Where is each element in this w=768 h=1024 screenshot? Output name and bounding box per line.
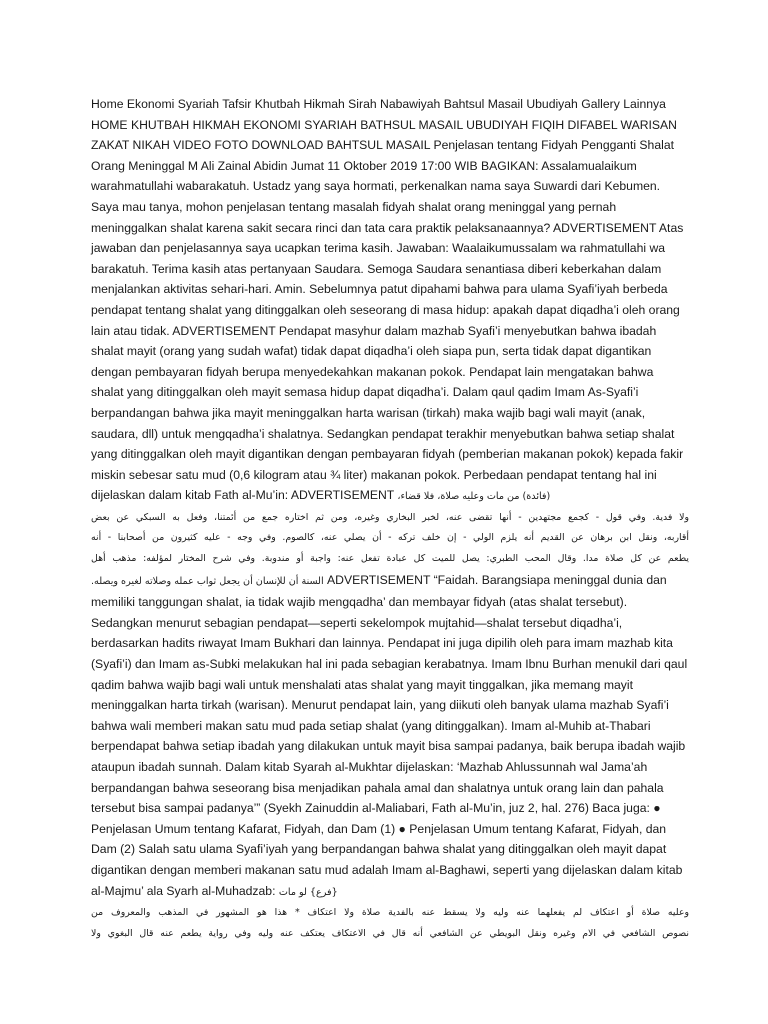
arabic-quote-line: يطعم عن كل صلاة مدا. وقال المحب الطبري: يصل للميت كل عبادة تفعل عنه: واجبة أو مندوبة. وفي شرح المختار لمؤلفه: مذهب أهل bbox=[91, 553, 689, 565]
paragraph-intro: Home Ekonomi Syariah Tafsir Khutbah Hikmah Sirah Nabawiyah Bahtsul Masail Ubudiyah Gallery Lainnya HOME KHUTBAH HIKMAH EKONOMI SYARIAH BATHSUL MASAIL UBUDIYAH FIQIH DIFABEL WARISAN ZAKAT NIKAH VIDEO FOTO DOWNLOAD BAHTSUL MASAIL Penjelasan tentang Fidyah Pengganti Shalat Orang Meninggal M Ali Zainal Abidin Jumat 11 Oktober 2019 17:00 WIB BAGIKAN: Assalamualaikum warahmatullahi wabarakatuh. Ustadz yang saya hormati, perkenalkan nama saya Suwardi dari Kebumen. Saya mau tanya, mohon penjelasan tentang masalah fidyah shalat orang meninggal yang pernah meninggalkan shalat karena sakit secara rinci dan tata cara praktik pelaksanaannya? ADVERTISEMENT Atas jawaban dan penjelasannya saya ucapkan terima kasih. Jawaban: Waalaikumussalam wa rahmatullahi wa barakatuh. Terima kasih atas pertanyaan Saudara. Semoga Saudara senantiasa diberi keberkahan dalam menjalankan aktivitas sehari-hari. Amin. Sebelumnya patut dipahami bahwa para ulama Syafi’iyah berbeda pendapat tentang shalat yang ditinggalkan oleh seseorang di masa hidup: apakah dapat diqadha’i oleh orang lain atau tidak. ADVERTISEMENT Pendapat masyhur dalam mazhab Syafi’i menyebutkan bahwa ibadah shalat mayit (orang yang sudah wafat) tidak dapat diqadha’i oleh siapa pun, serta tidak dapat digantikan dengan pembayaran fidyah berupa menyedekahkan makanan pokok. Pendapat lain mengatakan bahwa shalat yang ditinggalkan oleh mayit semasa hidup dapat diqadha’i. Dalam qaul qadim Imam As-Syafi’i berpandangan bahwa jika mayit meninggalkan harta warisan (tirkah) maka wajib bagi wali mayit (anak, saudara, dll) untuk mengqadha’i shalatnya. Sedangkan pendapat terakhir menyebutkan bahwa setiap shalat yang ditinggalkan oleh mayit digantikan dengan pembayaran fidyah (pemberian makanan pokok) kepada fakir miskin sebesar satu mud (0,6 kilogram atau ¾ liter) makanan pokok. Perbedaan pendapat tentang hal ini dijelaskan dalam kitab Fath al-Mu’in: ADVERTISEMENT bbox=[91, 97, 684, 503]
arabic-inline-quote: (فائدة) من مات وعليه صلاة، فلا قضاء، bbox=[397, 491, 551, 503]
arabic-quote-line: ولا فدية. وفي قول - كجمع مجتهدين - أنها تقضى عنه، لخبر البخاري وغيره، ومن ثم اختاره جمع من أئمتنا، وفعل به السبكي عن بعض bbox=[91, 511, 689, 523]
paragraph-translation: ADVERTISEMENT “Faidah. Barangsiapa meninggal dunia dan memiliki tanggungan shalat, ia tidak wajib mengqadha’ dan membayar fidyah (atas shalat tersebut). Sedangkan menurut sebagian pendapat—seperti sekelompok mujtahid—shalat tersebut diqadha’i, berdasarkan hadits riwayat Imam Bukhari dan lainnya. Pendapat ini juga dipilih oleh para imam mazhab kita (Syafi’i) dan Imam as-Subki melakukan hal ini pada sebagian kerabatnya. Imam Ibnu Burhan menukil dari qaul qadim bahwa wajib bagi wali untuk menshalati atas shalat yang mayit tinggalkan, jika memang mayit meninggalkan harta tirkah (warisan). Menurut pendapat lain, yang diikuti oleh banyak ulama mazhab Syafi’i bahwa wali memberi makan satu mud pada setiap shalat (yang ditinggalkan). Imam al-Muhib at-Thabari berpendapat bahwa setiap ibadah yang dilakukan untuk mayit bisa sampai padanya, baik berupa ibadah wajib ataupun ibadah sunnah. Dalam kitab Syarah al-Mukhtar dijelaskan: ‘Mazhab Ahlussunnah wal Jama’ah berpandangan bahwa seseorang bisa menjadikan pahala amal dan shalatnya untuk orang lain dan pahala tersebut bisa sampai padanya’” (Syekh Zainuddin al-Maliabari, Fath al-Mu’in, juz 2, hal. 276) Baca juga: ● Penjelasan Umum tentang Kafarat, Fidyah, dan Dam (1) ● Penjelasan Umum tentang Kafarat, Fidyah, dan Dam (2) Salah satu ulama Syafi’iyah yang berpandangan bahwa shalat yang ditinggalkan oleh mayit dapat digantikan dengan memberi makanan satu mud adalah Imam al-Baghawi, seperti yang dijelaskan dalam kitab al-Majmu’ ala Syarh al-Muhadzab: bbox=[91, 572, 688, 898]
arabic-quote-line: وعليه صلاة أو اعتكاف لم يفعلهما عنه وليه ولا يسقط عنه بالفدية صلاة ولا اعتكاف * هذا هو المشهور في المذهب والمعروف من bbox=[91, 907, 689, 919]
article-paragraph bbox=[91, 570, 689, 904]
article-paragraph bbox=[91, 94, 689, 508]
arabic-inline-quote: السنة أن للإنسان أن يجعل ثواب عمله وصلاته لغيره ويصله. bbox=[91, 575, 324, 587]
article-text bbox=[91, 94, 689, 944]
arabic-quote-line: أقاربه، ونقل ابن برهان عن القديم أنه يلزم الولي - إن خلف تركه - أن يصلي عنه، كالصوم. وفي وجه - عليه كثيرون من أصحابنا - أنه bbox=[91, 532, 689, 544]
arabic-quote-line: نصوص الشافعي في الام وغيره ونقل البويطي عن الشافعي أنه قال في الاعتكاف يعتكف عنه وليه وفي رواية يطعم عنه قال البغوي ولا bbox=[91, 927, 689, 939]
arabic-inline-quote: {فرع} لو مات bbox=[278, 886, 338, 898]
